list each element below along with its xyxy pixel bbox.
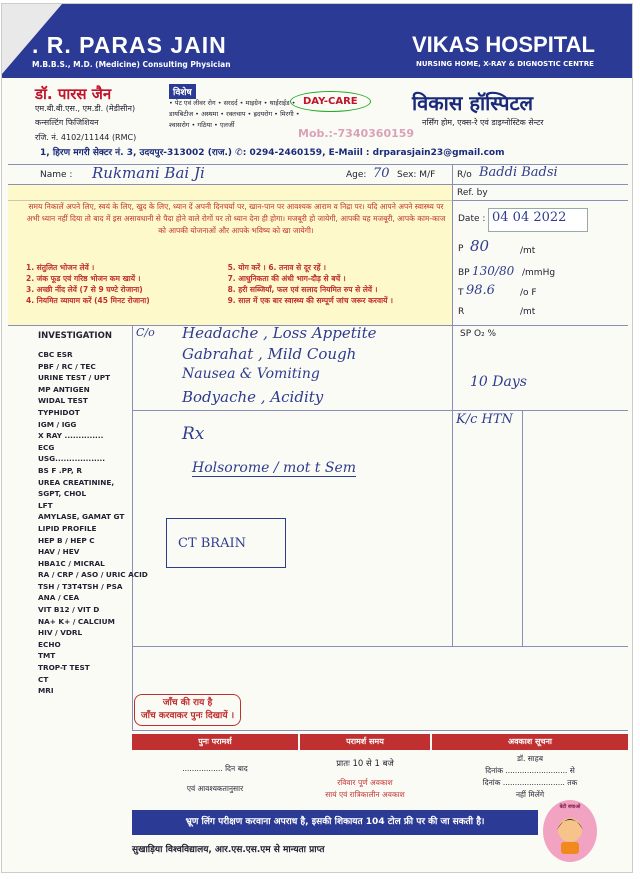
bp-unit: /mmHg: [522, 268, 556, 278]
date-value: 04 04 2022: [492, 210, 567, 225]
investigation-item: ANA / CEA: [38, 593, 80, 603]
hospital-name-hi: विकास हॉस्पिटल: [412, 91, 534, 115]
stamp-line: जाँच करवाकर पुनः दिखायें ।: [141, 711, 235, 721]
pulse-unit: /mt: [520, 246, 536, 256]
beti-bachao-logo: [543, 800, 597, 862]
investigation-item: USG..................: [38, 454, 106, 464]
tip: 1. संतुलित भोजन लेवें ।: [26, 263, 95, 272]
pulse-label: P: [458, 244, 464, 254]
temp-value: 98.6: [466, 283, 495, 298]
patient-residence: Baddi Badsi: [479, 165, 558, 180]
daycare-badge: DAY-CARE: [290, 91, 371, 112]
pcpndt-notice: भ्रूण लिंग परीक्षण करवाना अपराध है, इसकी शिकायत 104 टोल फ्री पर की जा सकती है।: [132, 810, 538, 835]
investigation-item: CT: [38, 674, 49, 684]
doctor-qual-hi: एम.बी.बी.एस., एम.डी. (मेडीसीन): [35, 104, 136, 113]
timing-evening: सायं एवं रात्रिकालीन अवकाश: [325, 790, 405, 799]
investigation-item: TYPHIDOT: [38, 407, 80, 417]
tip: 9. साल में एक बार स्वास्थ्य की सम्पूर्ण जांच जरूर करवायें ।: [227, 296, 393, 305]
timing-morning: प्रातः 10 से 1 बजे: [336, 759, 394, 769]
mobile-stamp: Mob.:-7340360159: [298, 127, 415, 140]
investigation-item: CBC ESR: [38, 350, 73, 359]
holiday-doctor: डॉ. साहब: [516, 754, 543, 763]
name-label: Name :: [40, 170, 73, 180]
investigation-item: HIV / VDRL: [38, 628, 83, 638]
registration-number: रजि. नं. 4102/11144 (RMC): [35, 133, 137, 142]
doctor-qual-en: M.B.B.S., M.D. (Medicine) Consulting Physician: [32, 60, 231, 69]
refby-label: Ref. by: [457, 188, 488, 198]
bp-value: 130/80: [472, 264, 515, 278]
rx-symbol: Rx: [182, 424, 205, 444]
investigation-item: LIPID PROFILE: [38, 523, 97, 533]
holiday-note: नहीं मिलेंगे: [515, 790, 545, 799]
sex-label: Sex: M/F: [397, 170, 436, 180]
resp-unit: /mt: [520, 307, 536, 317]
investigation-item: SGPT, CHOL: [38, 489, 87, 499]
investigation-item: UREA CREATININE,: [38, 477, 115, 487]
investigation-item: PBF / RC / TEC: [38, 361, 96, 371]
investigation-item: TROP-T TEST: [38, 663, 90, 673]
divider: [132, 410, 628, 411]
health-notice: समय निकालें अपने लिए, स्वयं के लिए, खुद के लिए, ध्यान दें अपनी दिनचर्या पर, खान-पान पर आवश्यक आराम व निद्रा पर। यदि आपने अपने स्वास्थ्य पर अभी ध्यान नहीं दिया तो बाद में इस असावधानी से पैदा होने वाले रोगों पर तो ध्यान देना ही होगा। मजबूरी हो जायेगी, आपकी यह मजबूरी, आपके काम-काज को आपकी योजनाओं और आपके भविष्य को खा जायेगी।: [26, 202, 446, 235]
bp-label: BP: [458, 268, 470, 278]
affiliation: सुखाड़िया विश्वविद्यालय, आर.एस.एस.एम से मान्यता प्राप्त: [132, 845, 325, 855]
doctor-cons-hi: कन्सल्टिंग फिजिशियन: [35, 118, 99, 127]
investigation-item: AMYLASE, GAMAT GT: [38, 512, 125, 522]
hospital-sub-en: NURSING HOME, X-RAY & DIGNOSTIC CENTRE: [416, 60, 594, 68]
known-case-note: K/c HTN: [456, 412, 513, 427]
age-label: Age:: [346, 170, 367, 180]
stamp-line: जाँच की राय है: [162, 698, 213, 708]
investigation-item: X RAY ..............: [38, 431, 104, 441]
investigation-item: ECG: [38, 442, 55, 452]
holiday-to: दिनांक .......................... तक: [482, 778, 578, 787]
holiday-from: दिनांक .......................... से: [485, 766, 575, 775]
tip: 3. अच्छी नींद लेवें (7 से 9 घण्टे रोजाना): [26, 285, 143, 294]
holiday-header: अवकाश सूचना: [432, 734, 628, 750]
doctor-name-hi: डॉ. पारस जैन: [35, 85, 112, 103]
investigation-list: [38, 349, 148, 697]
complaint-line: Nausea & Vomiting: [182, 366, 320, 382]
divider: [132, 646, 628, 647]
investigation-item: MP ANTIGEN: [38, 384, 90, 394]
tip: 8. हरी सब्जियाँ, फल एवं सलाद नियमित रुप से लेवें ।: [227, 285, 378, 294]
ct-advice: CT BRAIN: [178, 536, 246, 551]
logo-caption: बेटी बचाओ: [559, 804, 581, 810]
investigation-item: LFT: [38, 500, 53, 510]
timing-sunday: रविवार पूर्ण अवकाश: [337, 778, 393, 787]
investigation-item: HEP B / HEP C: [38, 535, 95, 545]
pulse-value: 80: [470, 237, 490, 255]
doctor-name-en: . R. PARAS JAIN: [32, 32, 227, 58]
investigation-item: HBA1C / MICRAL: [38, 558, 105, 568]
investigation-title: INVESTIGATION: [38, 331, 112, 341]
tip: 2. जंक फूड एवं गरिष्ठ भोजन कम खायें ।: [26, 274, 141, 283]
temp-unit: /o F: [520, 288, 537, 298]
temp-label: T: [458, 288, 464, 298]
investigation-item: URINE TEST / UPT: [38, 373, 111, 383]
complaint-line: Headache , Loss Appetite: [182, 324, 377, 342]
followup-note: एवं आवश्यकतानुसार: [186, 784, 244, 793]
resp-label: R: [458, 307, 465, 317]
vertical-divider: [522, 410, 523, 646]
duration-note: 10 Days: [470, 374, 527, 390]
patient-age: 70: [373, 166, 390, 181]
investigation-item: IGM / IGG: [38, 419, 77, 429]
investigation-item: TSH / T3T4TSH / PSA: [38, 581, 123, 591]
investigation-item: MRI: [38, 686, 54, 696]
tip: 7. आधुनिकता की अंधी भाग-दौड़ से बचें ।: [227, 274, 346, 283]
investigation-item: TMT: [38, 651, 56, 661]
divider: [132, 730, 628, 731]
date-label: Date :: [458, 214, 486, 224]
advice-stamp: [134, 694, 241, 726]
rx-line: Holsorome / mot t Sem: [192, 460, 357, 476]
spo2-label: SP O₂ %: [460, 329, 497, 339]
investigation-item: HAV / HEV: [38, 547, 80, 557]
tip: 4. नियमित व्यायाम करें (45 मिनट रोजाना): [26, 296, 150, 305]
tip: 5. योग करें । 6. तनाव से दूर रहें ।: [227, 263, 326, 272]
ro-label: R/o: [457, 170, 472, 180]
address-line: 1, हिरण मगरी सेक्टर नं. 3, उदयपुर-313002 (राज.) ✆: 0294-2460159, E-Maiil : drparasjain23@gmail.com: [40, 148, 505, 158]
timing-header: परामर्श समय: [300, 734, 430, 750]
investigation-item: WIDAL TEST: [38, 396, 88, 406]
complaint-line: Bodyache , Acidity: [182, 388, 324, 406]
vertical-divider: [452, 164, 453, 646]
prescription-page: [1, 3, 633, 873]
health-tips: [26, 262, 446, 306]
patient-name: Rukmani Bai Ji: [92, 164, 205, 182]
hospital-sub-hi: नर्सिंग होम, एक्स-रे एवं डाइग्नोस्टिक सेन्टर: [422, 118, 544, 127]
investigation-item: ECHO: [38, 639, 61, 649]
investigation-item: NA+ K+ / CALCIUM: [38, 616, 115, 626]
followup-days: ................. दिन बाद: [182, 764, 248, 773]
followup-header: पुनः परामर्श: [132, 734, 298, 750]
complaint-line: Gabrahat , Mild Cough: [182, 345, 357, 363]
investigation-item: RA / CRP / ASO / URIC ACID: [38, 570, 148, 580]
vishesh-label: विशेष: [169, 84, 196, 99]
hospital-name-en: VIKAS HOSPITAL: [412, 32, 595, 57]
specialities: • पेट एवं लीवर रोग • सरदर्द • माइग्रेन • थाईराईड • डायबिटीज • अस्थमा • रक्तचाप • ह्रदयरोग • मिरगी • श्वासरोग • गठिया • एलर्जी: [169, 99, 300, 129]
investigation-item: VIT B12 / VIT D: [38, 605, 100, 615]
complaints-label: C/o: [136, 326, 155, 339]
investigation-item: BS F .PP, R: [38, 465, 82, 475]
